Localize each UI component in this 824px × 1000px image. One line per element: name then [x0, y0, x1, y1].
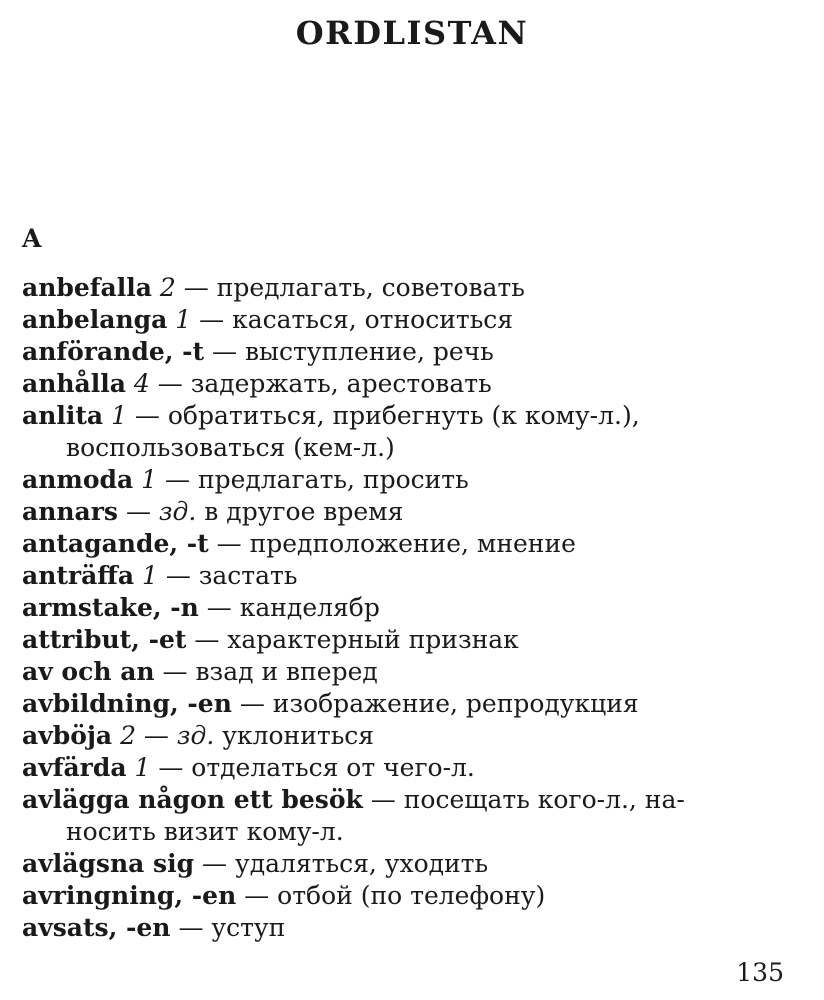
entry-meaning: — предлагать, советовать — [175, 273, 525, 302]
entry-meaning: — — [118, 497, 159, 526]
glossary-entry — [22, 336, 812, 368]
entry-meaning: — посещать кого-л., на- — [362, 785, 685, 814]
glossary-entry — [22, 400, 812, 464]
entry-headword: anbefalla — [22, 273, 152, 302]
entry-headword: anlita — [22, 401, 104, 430]
entry-meaning: — отбой (по телефону) — [236, 881, 546, 910]
page-number: 135 — [736, 958, 784, 987]
entry-meaning: — выступление, речь — [204, 337, 494, 366]
entry-headword: avlägsna sig — [22, 849, 195, 878]
entry-meaning: — взад и вперед — [154, 657, 378, 686]
entry-meaning-continued: в другое время — [196, 497, 404, 526]
entry-meaning: — удаляться, уходить — [194, 849, 489, 878]
page-title: ORDLISTAN — [295, 14, 529, 52]
entry-grammar: 4 — [133, 369, 150, 398]
entry-meaning: — застать — [157, 561, 298, 590]
glossary-entries — [22, 272, 812, 944]
entry-headword: avböja — [22, 721, 113, 750]
entry-grammar: 1 — [175, 305, 192, 334]
entry-headword: antagande, -t — [22, 529, 209, 558]
entry-headword: armstake, -n — [22, 593, 199, 622]
entry-headword: avfärda — [22, 753, 127, 782]
glossary-entry — [22, 880, 812, 912]
glossary-entry — [22, 272, 812, 304]
glossary-entry — [22, 784, 812, 848]
glossary-entry — [22, 656, 812, 688]
entry-grammar: 2 — [159, 273, 176, 302]
section-letter: A — [22, 224, 42, 253]
glossary-entry — [22, 560, 812, 592]
glossary-entry — [22, 752, 812, 784]
glossary-entry — [22, 496, 812, 528]
entry-grammar: 1 — [134, 753, 151, 782]
glossary-entry — [22, 688, 812, 720]
entry-usage-note: зд. — [176, 721, 215, 750]
entry-meaning: — обратиться, прибегнуть (к кому-л.), — [126, 401, 640, 430]
entry-headword: attribut, -et — [22, 625, 187, 654]
entry-usage-note: зд. — [158, 497, 197, 526]
entry-headword: av och an — [22, 657, 155, 686]
entry-headword: avlägga någon ett besök — [22, 785, 363, 814]
entry-grammar: 1 — [141, 465, 158, 494]
entry-headword: anmoda — [22, 465, 134, 494]
entry-meaning: — уступ — [170, 913, 286, 942]
glossary-entry — [22, 720, 812, 752]
entry-headword: anförande, -t — [22, 337, 205, 366]
glossary-entry — [22, 848, 812, 880]
glossary-entry — [22, 464, 812, 496]
entry-meaning: — изображение, репродукция — [231, 689, 639, 718]
entry-headword: avsats, -en — [22, 913, 171, 942]
entry-grammar: 2 — — [120, 721, 169, 750]
glossary-entry — [22, 912, 812, 944]
entry-headword: avringning, -en — [22, 881, 237, 910]
entry-headword: avbildning, -en — [22, 689, 232, 718]
entry-headword: anbelanga — [22, 305, 168, 334]
entry-headword: anhålla — [22, 369, 126, 398]
entry-headword: anträffa — [22, 561, 135, 590]
entry-meaning: — отделаться от чего-л. — [150, 753, 475, 782]
entry-meaning-continued: воспользоваться (кем-л.) — [66, 433, 395, 462]
entry-meaning: — касаться, относиться — [191, 305, 514, 334]
entry-meaning: — предлагать, просить — [157, 465, 469, 494]
glossary-entry — [22, 624, 812, 656]
entry-meaning-continued: носить визит кому-л. — [66, 817, 344, 846]
glossary-entry — [22, 368, 812, 400]
glossary-entry — [22, 528, 812, 560]
entry-grammar: 1 — [141, 561, 158, 590]
entry-meaning: — характерный признак — [186, 625, 519, 654]
entry-meaning: — задержать, арестовать — [149, 369, 492, 398]
entry-meaning: — канделябр — [198, 593, 380, 622]
entry-grammar: 1 — [111, 401, 127, 430]
entry-headword: annars — [22, 497, 118, 526]
glossary-entry — [22, 592, 812, 624]
glossary-entry — [22, 304, 812, 336]
entry-meaning-continued: уклониться — [214, 721, 375, 750]
entry-meaning: — предположение, мнение — [208, 529, 576, 558]
